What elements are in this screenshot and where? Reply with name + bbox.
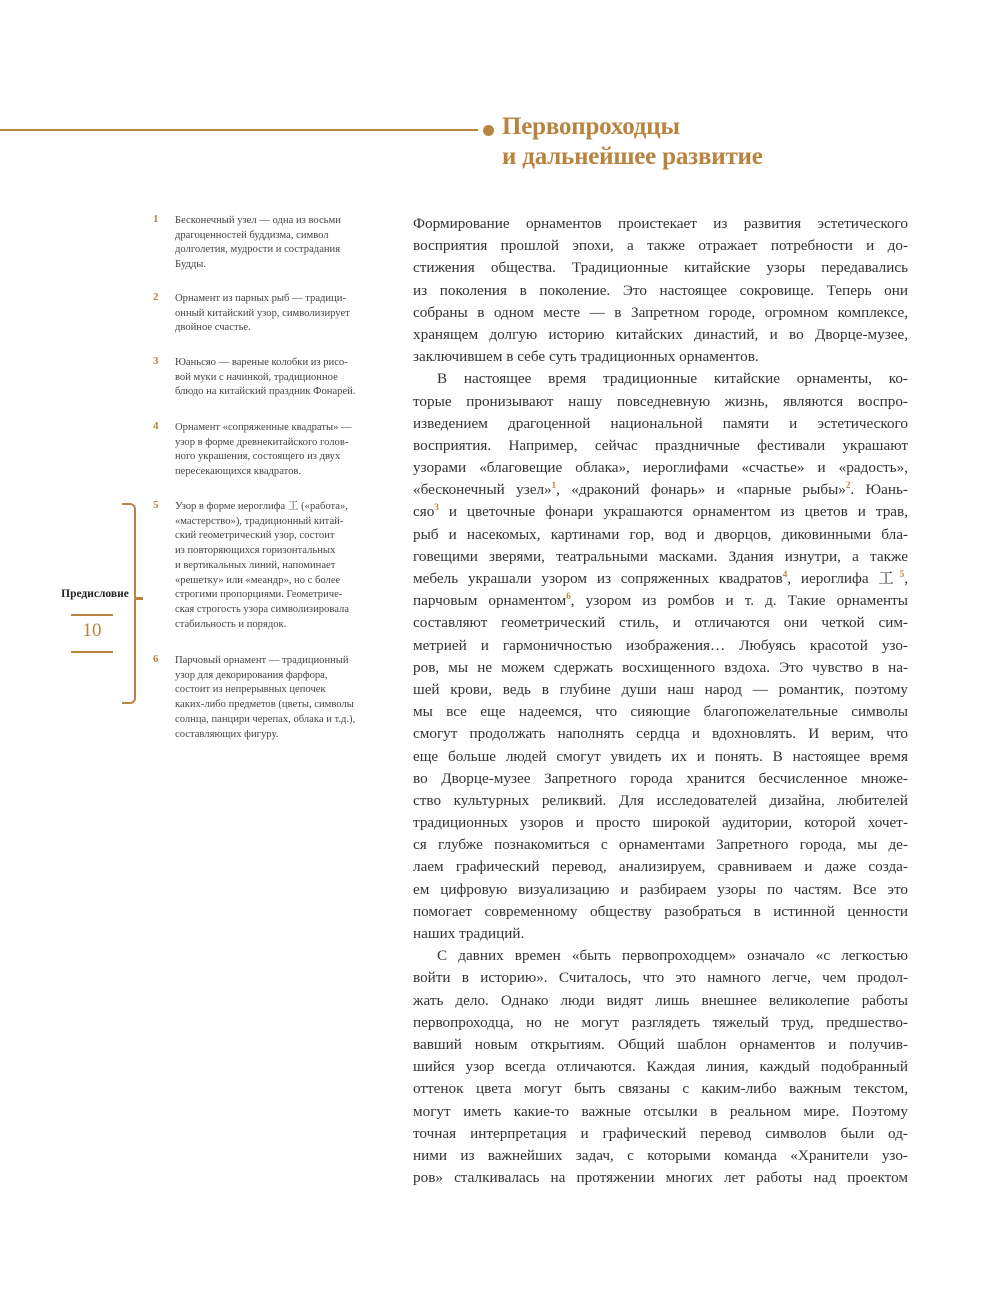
footnote-reference: 2 (845, 480, 851, 491)
text-line (413, 479, 908, 501)
page-number-rule-top (71, 614, 113, 616)
text-segment: во Дворце-музее Запретного города хранится бесчисленное множе- (413, 769, 908, 787)
text-line (413, 657, 908, 679)
section-name: Предисловие (61, 588, 129, 600)
text-line (413, 879, 908, 901)
text-segment: мы все еще надеемся, что сияющие благопожелательные символы (413, 703, 908, 721)
chapter-title-line2: и дальнейшее развитие (502, 143, 763, 170)
text-line (413, 923, 908, 945)
text-segment: ство культурных реликвий. Для исследователей дизайна, любителей (413, 791, 908, 809)
footnote-number: 5 (153, 499, 159, 511)
footnote (153, 654, 383, 742)
text-line (413, 435, 908, 457)
text-line (413, 590, 908, 612)
footnote-number: 2 (153, 291, 159, 303)
chapter-title (502, 112, 763, 172)
chapter-title-line1: Первопроходцы (502, 113, 680, 140)
footnote-number: 4 (153, 420, 159, 432)
text-line (413, 346, 908, 368)
text-segment: . Юань- (850, 481, 908, 499)
text-segment: оттенок цвета могут быть связаны с каким-либо важным текстом, (413, 1080, 908, 1098)
page-number-rule-bottom (71, 651, 113, 653)
text-line (413, 1167, 908, 1189)
text-segment: восприятия. Например, сейчас праздничные фестивали украшают (413, 436, 908, 454)
text-segment: , «драконий фонарь» и «парные рыбы» (556, 481, 846, 499)
text-segment: помогает современному обществу разобраться в истинной ценности (413, 902, 908, 920)
footnote-text: Узор в форме иероглифа 工 («работа», «мастерство»), традиционный китай- ский геометрический узор, состоит из повторяющихся горизонтальных и вертикальных линий, напоминает «решетку» или «меандр», но с более строгими пропорциями. Геометриче- ская строгость узора символизировала стабильность и порядок. (175, 501, 349, 630)
text-segment: наших традиций. (413, 925, 525, 942)
text-segment: С давних времен «быть первопроходцем» означало «с легкостью (437, 947, 908, 965)
footnote-reference: 4 (782, 569, 788, 579)
text-line (413, 834, 908, 856)
text-line (413, 546, 908, 568)
text-segment: , (904, 570, 908, 587)
footnote-reference: 3 (434, 502, 439, 513)
text-line (413, 701, 908, 723)
text-line (413, 901, 908, 923)
text-line (413, 1145, 908, 1167)
footnote (153, 214, 383, 273)
footnote (153, 500, 383, 632)
text-segment: точная интерпретация и графический перевод символов были од- (413, 1124, 908, 1142)
footnote-text: Юаньсяо — вареные колобки из рисо- вой муки с начинкой, традиционное блюдо на китайский праздник Фонарей. (175, 357, 356, 398)
text-segment: рыб и насекомых, картинами гор, вод и дворцов, диковинными бла- (413, 525, 908, 543)
text-segment: ров» сталкивалась на протяжении многих лет работы над проектом (413, 1169, 908, 1187)
text-segment: вавший новым открытиям. Общий шаблон орнаментов и получив- (413, 1035, 908, 1053)
text-line (413, 568, 908, 590)
text-line (413, 302, 908, 324)
text-line (413, 1056, 908, 1078)
text-segment: из поколения в поколение. Это настоящее сокровище. Теперь они (413, 281, 908, 299)
text-line (413, 967, 908, 989)
footnote-number: 3 (153, 355, 159, 367)
text-segment: торые пронизывают нашу повседневную жизнь, являются воспро- (413, 392, 908, 410)
text-segment: парчовым орнаментом (413, 592, 567, 610)
text-line (413, 1101, 908, 1123)
text-line (413, 856, 908, 878)
footnote-number: 6 (153, 653, 159, 665)
text-line (413, 679, 908, 701)
text-segment: ров, мы не можем сдержать восхищенного вздоха. Это чувство в на- (413, 658, 908, 676)
text-line (413, 391, 908, 413)
text-line (413, 213, 908, 235)
footnote (153, 356, 383, 400)
text-segment: хранящем долгую историю китайских династий, и во Дворце-музее, (413, 325, 908, 343)
text-segment: жать дело. Однако люди видят лишь внешнее великолепие работы (413, 991, 908, 1009)
text-segment: войти в историю». Считалось, что это намного легче, чем продол- (413, 969, 908, 987)
text-line (413, 524, 908, 546)
text-line (413, 945, 908, 967)
text-line (413, 457, 908, 479)
text-segment: восприятия прошлой эпохи, а также отражает потребности и до- (413, 237, 908, 255)
text-line (413, 812, 908, 834)
text-segment: шийся узор всегда отличаются. Каждая линия, каждый подобранный (413, 1058, 908, 1076)
text-segment: лаем графический перевод, анализируем, сравниваем и даже созда- (413, 858, 908, 876)
footnote-text: Бесконечный узел — одна из восьми драгоценностей буддизма, символ долголетия, мудрости и сострадания Будды. (175, 215, 341, 271)
text-line (413, 768, 908, 790)
margin-bracket (122, 503, 136, 704)
text-segment: еще больше людей смогут увидеть их и понять. В настоящее время (413, 747, 908, 765)
footnote-reference: 1 (551, 480, 557, 491)
text-line (413, 413, 908, 435)
text-line (413, 1123, 908, 1145)
text-line (413, 723, 908, 745)
text-segment: , иероглифа 工 (787, 570, 900, 587)
text-line (413, 612, 908, 634)
text-segment: традиционных узоров и просто широкой аудитории, которой хочет- (413, 814, 908, 832)
text-segment: В настоящее время традиционные китайские орнаменты, ко- (437, 370, 908, 388)
text-segment: смогут продолжать наполнять сердца и вдохновлять. И верим, что (413, 725, 908, 743)
text-segment: могут иметь какие-то важные отсылки в реальном мире. Поэтому (413, 1102, 908, 1120)
text-segment: составляют геометрический стиль, и отличаются они четкой сим- (413, 614, 908, 632)
header-rule (0, 129, 478, 131)
text-line (413, 280, 908, 302)
text-line (413, 746, 908, 768)
footnote-reference: 6 (566, 591, 571, 602)
text-segment: «бесконечный узел» (413, 481, 552, 499)
footnote (153, 421, 383, 480)
text-line (413, 257, 908, 279)
text-line (413, 235, 908, 257)
text-line (413, 790, 908, 812)
text-segment: шей крови, ведь в глубине души наш народ — романтик, поэтому (413, 680, 908, 698)
text-segment: собраны в одном месте — в Запретном городе, огромном комплексе, (413, 303, 908, 321)
text-segment: первопроходца, но не могут разглядеть тяжелый труд, предшество- (413, 1013, 908, 1031)
text-line (413, 990, 908, 1012)
text-segment: и цветочные фонари украшаются орнаментом из цветов и трав, (438, 503, 908, 521)
text-segment: мебель украшали узором из сопряженных квадратов (413, 570, 783, 587)
bullet-dot-icon (483, 125, 494, 136)
text-line (413, 1012, 908, 1034)
page-number: 10 (82, 620, 102, 641)
footnote-text: Парчовый орнамент — традиционный узор для декорирования фарфора, состоит из непрерывных цепочек каких-либо предметов (цветы, символы солнца, панцири черепах, облака и т.д.), составляющих фигуру. (175, 655, 356, 740)
text-segment: сяо (413, 503, 435, 521)
text-segment: Формирование орнаментов проистекает из развития эстетического (413, 215, 908, 232)
text-segment: , узором из ромбов и т. д. Такие орнаменты (570, 592, 908, 610)
body-text (413, 213, 908, 1189)
text-segment: заключившем в себе суть традиционных орнаментов. (413, 348, 759, 366)
text-line (413, 1034, 908, 1056)
text-line (413, 635, 908, 657)
text-line (413, 368, 908, 390)
footnote-text: Орнамент «сопряженные квадраты» — узор в форме древнекитайского голов- ного украшения, состоящего из двух пересекающихся квадратов. (175, 422, 352, 478)
text-line (413, 1078, 908, 1100)
footnote-reference: 5 (899, 569, 905, 579)
footnote-text: Орнамент из парных рыб — традици- онный китайский узор, символизирует двойное счастье. (175, 293, 350, 334)
text-segment: узорами «благовещие облака», иероглифами «счастье» и «радость», (413, 459, 908, 477)
text-segment: метрией и гармоничностью изображения… Любуясь красотой узо- (413, 636, 908, 654)
text-segment: изведением драгоценной национальной памяти и эстетического (413, 414, 908, 432)
text-segment: стижения общества. Традиционные китайские узоры передавались (413, 259, 908, 277)
text-segment: говещими зверями, театральными масками. Здания изнутри, а также (413, 547, 908, 565)
text-segment: ними из важнейших задач, с которыми команда «Хранители узо- (413, 1146, 908, 1164)
footnote-number: 1 (153, 213, 159, 225)
footnote (153, 292, 383, 336)
text-segment: ем цифровую визуализацию и разбираем узоры по частям. Все это (413, 880, 908, 898)
text-segment: ся глубже познакомиться с орнаментами Запретного города, мы де- (413, 836, 908, 854)
text-line (413, 501, 908, 523)
text-line (413, 324, 908, 346)
